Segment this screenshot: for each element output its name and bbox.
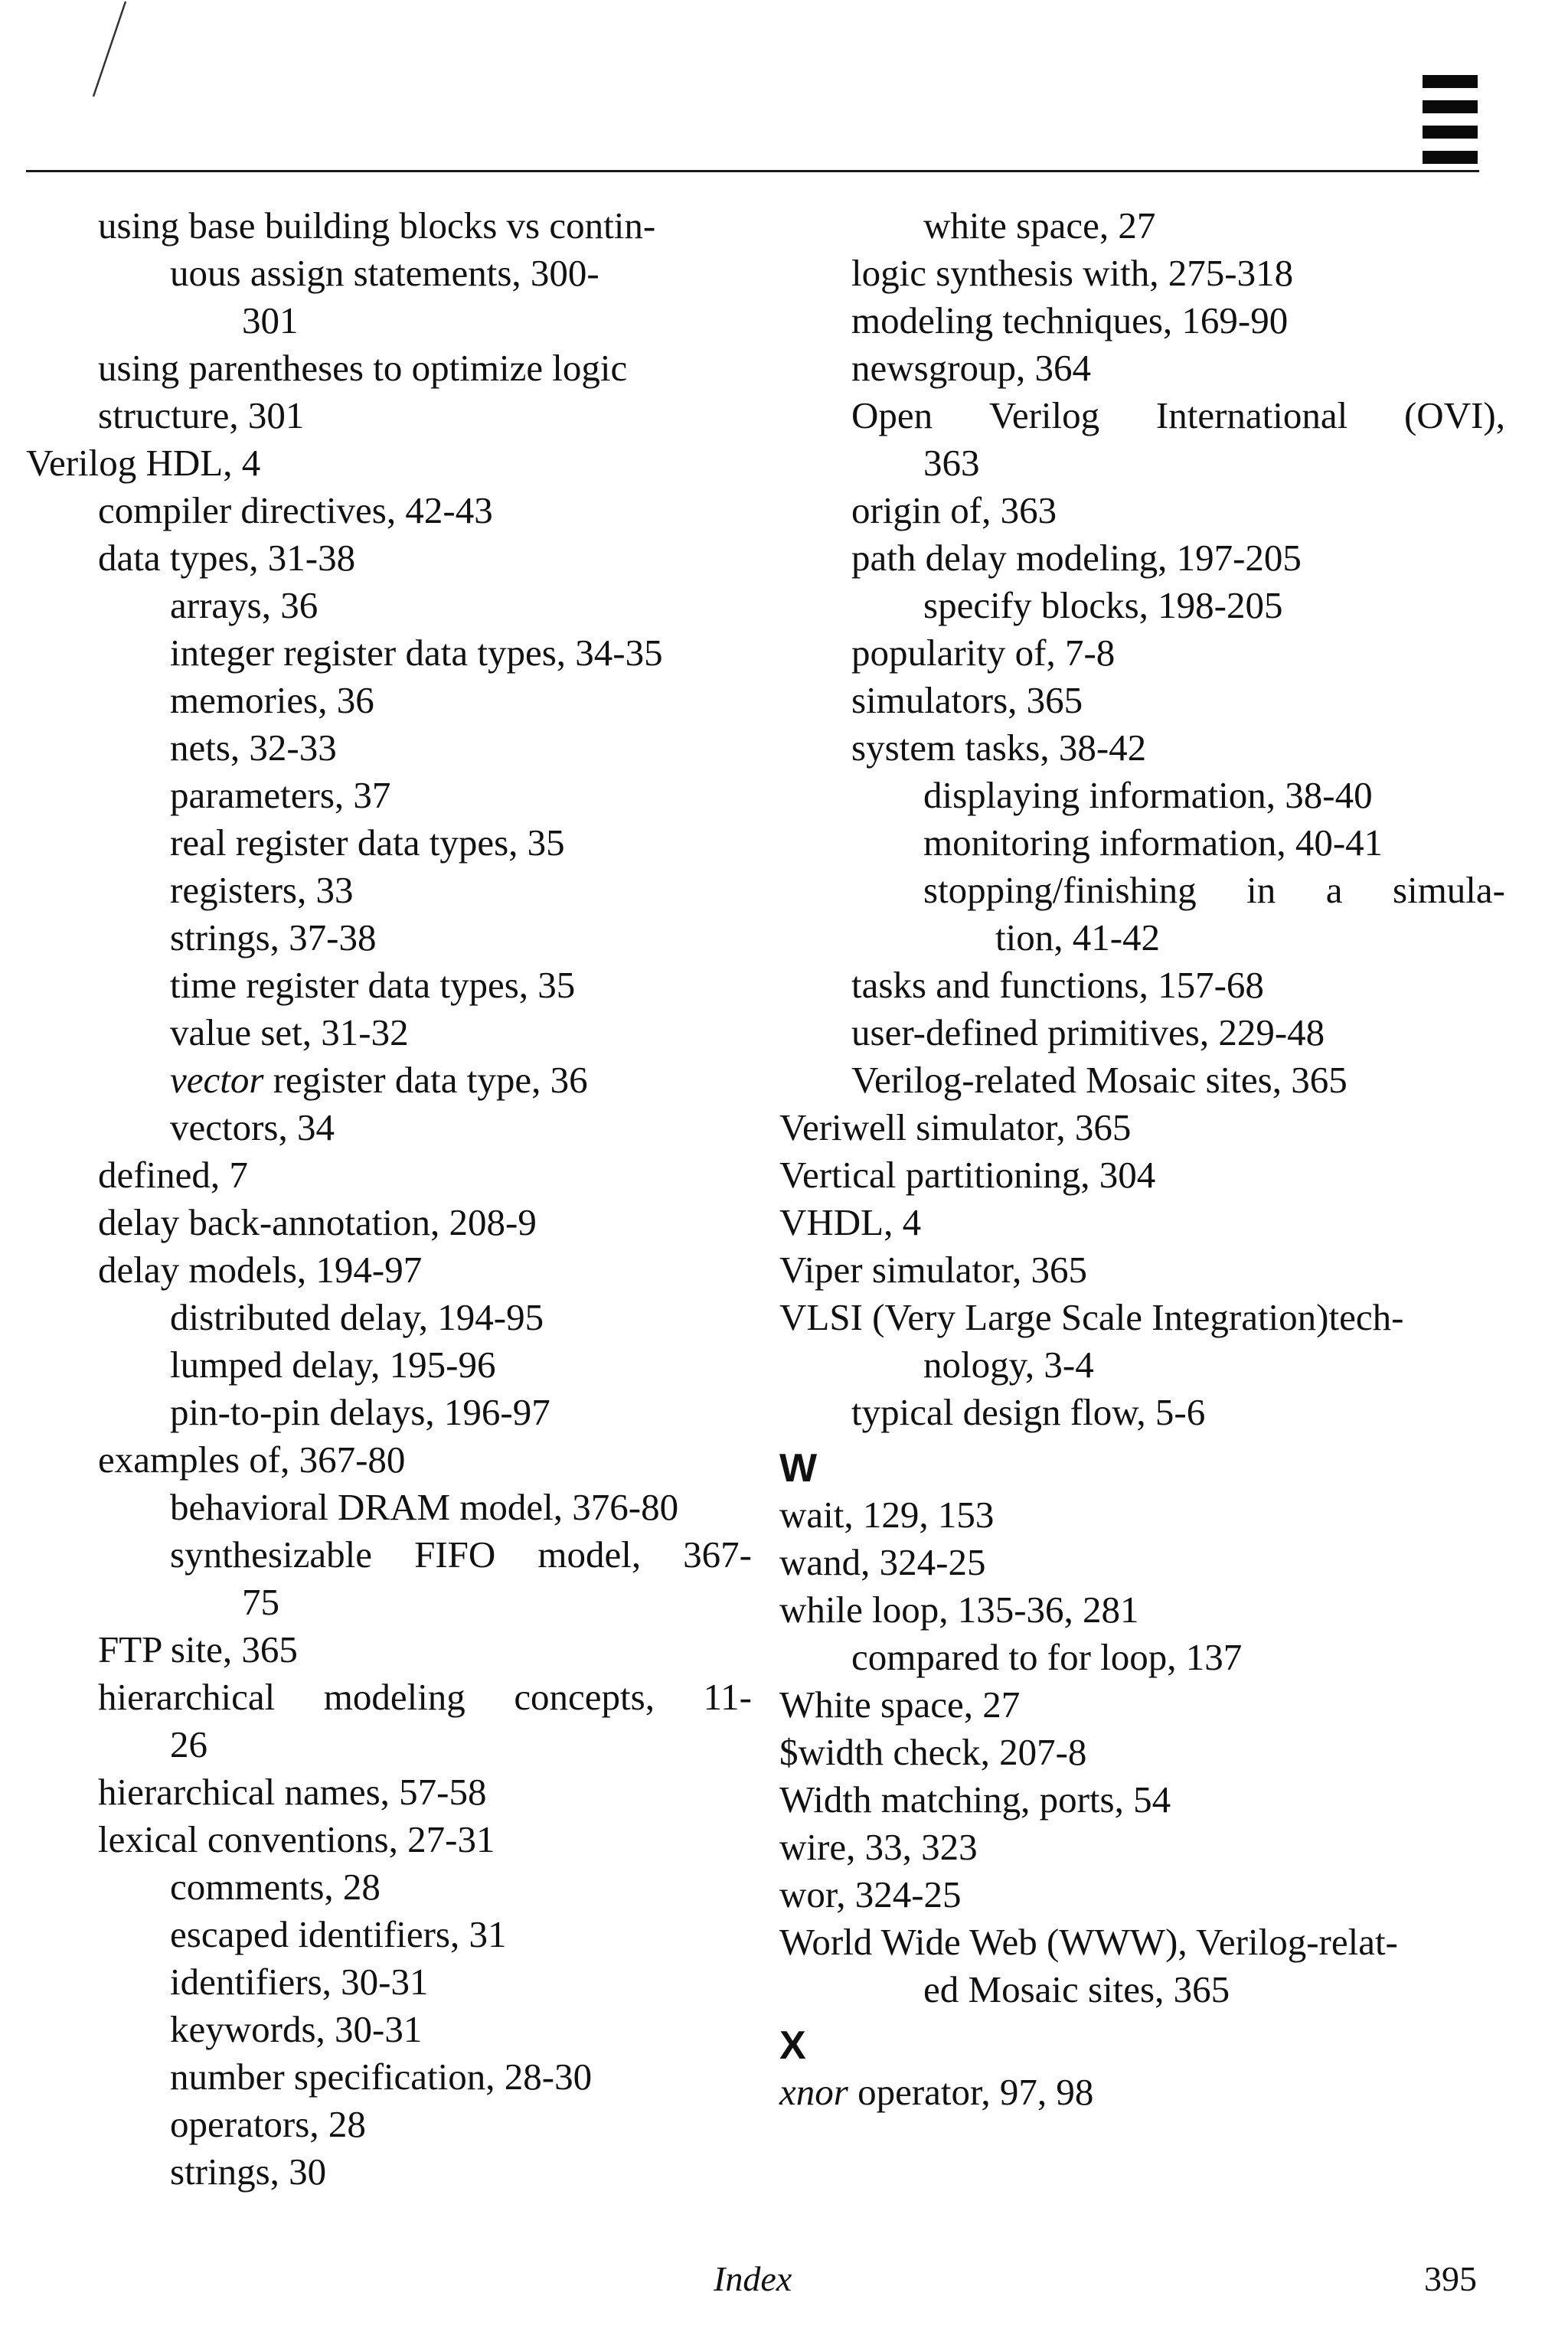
index-entry: origin of, 363 bbox=[851, 489, 1057, 531]
index-entry: Verilog HDL, 4 bbox=[26, 442, 261, 484]
index-entry: VHDL, 4 bbox=[779, 1201, 922, 1243]
index-entry: Width matching, ports, 54 bbox=[779, 1778, 1171, 1821]
index-entry: popularity of, 7-8 bbox=[851, 632, 1116, 674]
index-entry-word: 11- bbox=[703, 1676, 752, 1718]
index-entry-term: vector bbox=[170, 1059, 264, 1101]
index-entry-text: operator, 97, 98 bbox=[858, 2071, 1094, 2113]
index-entry-word: modeling bbox=[323, 1676, 466, 1718]
index-entry: monitoring information, 40-41 bbox=[923, 821, 1383, 864]
index-entry: white space, 27 bbox=[923, 204, 1156, 247]
index-entry: data types, 31-38 bbox=[98, 537, 356, 579]
index-entry-word: Open bbox=[851, 394, 933, 436]
index-entry: wait, 129, 153 bbox=[779, 1494, 995, 1536]
index-entry: strings, 30 bbox=[170, 2150, 327, 2193]
index-entry-text: register data type, 36 bbox=[273, 1059, 588, 1101]
index-entry: memories, 36 bbox=[170, 679, 374, 721]
index-entry: Veriwell simulator, 365 bbox=[779, 1106, 1132, 1148]
index-entry: nets, 32-33 bbox=[170, 727, 337, 769]
index-entry: integer register data types, 34-35 bbox=[170, 632, 663, 674]
index-entry: compared to for loop, 137 bbox=[851, 1636, 1243, 1678]
index-entry: escaped identifiers, 31 bbox=[170, 1913, 507, 1955]
index-entry-word: Verilog bbox=[988, 394, 1100, 436]
index-entry: 301 bbox=[242, 299, 299, 341]
index-entry: World Wide Web (WWW), Verilog-relat- bbox=[779, 1921, 1398, 1963]
index-entry: delay models, 194-97 bbox=[98, 1249, 423, 1291]
index-column-left bbox=[26, 202, 761, 2196]
index-entry: real register data types, 35 bbox=[170, 821, 565, 864]
index-entry-word: 367- bbox=[683, 1533, 752, 1576]
index-letter-heading: X bbox=[779, 2023, 806, 2068]
index-entry: 26 bbox=[170, 1723, 207, 1765]
index-entry: tion, 41-42 bbox=[995, 916, 1161, 958]
index-entry-word: synthesizable bbox=[170, 1533, 372, 1576]
index-column-right bbox=[779, 202, 1505, 2116]
index-entry: FTP site, 365 bbox=[98, 1628, 298, 1670]
index-entry: using base building blocks vs contin- bbox=[98, 204, 656, 247]
index-entry: value set, 31-32 bbox=[170, 1011, 409, 1053]
page-number: 395 bbox=[1424, 2259, 1477, 2298]
index-entry: operators, 28 bbox=[170, 2103, 366, 2145]
index-entry bbox=[26, 1056, 761, 1104]
index-entry bbox=[779, 2069, 1499, 2116]
index-entry: hierarchical names, 57-58 bbox=[98, 1771, 487, 1813]
index-entry: VLSI (Very Large Scale Integration)tech- bbox=[779, 1296, 1404, 1338]
index-entry: wire, 33, 323 bbox=[779, 1826, 978, 1868]
index-entry-justified bbox=[779, 867, 1505, 914]
index-entry: parameters, 37 bbox=[170, 774, 391, 816]
section-thumb-tab bbox=[1423, 75, 1478, 176]
index-entry: Vertical partitioning, 304 bbox=[779, 1154, 1156, 1196]
index-entry: strings, 37-38 bbox=[170, 916, 377, 958]
index-entry: identifiers, 30-31 bbox=[170, 1961, 429, 2003]
index-entry: pin-to-pin delays, 196-97 bbox=[170, 1391, 550, 1433]
index-entry-word: International bbox=[1155, 394, 1348, 436]
index-entry: behavioral DRAM model, 376-80 bbox=[170, 1486, 679, 1528]
index-entry: keywords, 30-31 bbox=[170, 2008, 423, 2050]
index-entry: delay back-annotation, 208-9 bbox=[98, 1201, 537, 1243]
index-entry-justified bbox=[26, 1674, 752, 1721]
index-entry: uous assign statements, 300- bbox=[170, 252, 599, 294]
index-entry: $width check, 207-8 bbox=[779, 1731, 1087, 1773]
index-entry: lumped delay, 195-96 bbox=[170, 1344, 496, 1386]
index-entry-word: concepts, bbox=[514, 1676, 655, 1718]
index-entry: defined, 7 bbox=[98, 1154, 248, 1196]
index-entry: path delay modeling, 197-205 bbox=[851, 537, 1302, 579]
index-entry: number specification, 28-30 bbox=[170, 2056, 593, 2098]
index-entry: displaying information, 38-40 bbox=[923, 774, 1373, 816]
index-entry: vectors, 34 bbox=[170, 1106, 335, 1148]
index-entry-term: xnor bbox=[779, 2071, 848, 2113]
index-entry: wand, 324-25 bbox=[779, 1541, 986, 1583]
index-entry: while loop, 135-36, 281 bbox=[779, 1589, 1139, 1631]
index-entry: user-defined primitives, 229-48 bbox=[851, 1011, 1325, 1053]
index-entry: registers, 33 bbox=[170, 869, 354, 911]
index-entry: logic synthesis with, 275-318 bbox=[851, 252, 1294, 294]
index-entry: White space, 27 bbox=[779, 1683, 1021, 1726]
index-entry: nology, 3-4 bbox=[923, 1344, 1094, 1386]
index-entry: 363 bbox=[923, 442, 980, 484]
index-entry: structure, 301 bbox=[98, 394, 305, 436]
index-entry: Viper simulator, 365 bbox=[779, 1249, 1088, 1291]
index-entry-word: stopping/finishing bbox=[923, 869, 1197, 911]
index-entry: newsgroup, 364 bbox=[851, 347, 1092, 389]
index-entry: time register data types, 35 bbox=[170, 964, 576, 1006]
index-entry: comments, 28 bbox=[170, 1866, 381, 1908]
index-entry: specify blocks, 198-205 bbox=[923, 584, 1283, 626]
index-entry: system tasks, 38-42 bbox=[851, 727, 1147, 769]
index-entry: arrays, 36 bbox=[170, 584, 318, 626]
index-entry-word: in bbox=[1246, 869, 1276, 911]
index-entry: Verilog-related Mosaic sites, 365 bbox=[851, 1059, 1348, 1101]
index-entry-word: a bbox=[1325, 869, 1343, 911]
header-rule bbox=[26, 170, 1479, 172]
index-entry: simulators, 365 bbox=[851, 679, 1083, 721]
index-entry: typical design flow, 5-6 bbox=[851, 1391, 1206, 1433]
index-entry: examples of, 367-80 bbox=[98, 1439, 406, 1481]
index-entry-word: model, bbox=[537, 1533, 642, 1576]
index-entry-justified bbox=[779, 392, 1505, 439]
index-entry-word: hierarchical bbox=[98, 1676, 276, 1718]
index-entry: 75 bbox=[242, 1581, 279, 1623]
index-entry: distributed delay, 194-95 bbox=[170, 1296, 544, 1338]
index-entry: modeling techniques, 169-90 bbox=[851, 299, 1289, 341]
index-entry: tasks and functions, 157-68 bbox=[851, 964, 1264, 1006]
index-entry-word: FIFO bbox=[414, 1533, 496, 1576]
index-entry: using parentheses to optimize logic bbox=[98, 347, 628, 389]
index-entry: ed Mosaic sites, 365 bbox=[923, 1968, 1230, 2010]
index-entry-justified bbox=[26, 1531, 752, 1579]
index-entry-word: (OVI), bbox=[1403, 394, 1505, 436]
index-entry: wor, 324-25 bbox=[779, 1873, 962, 1915]
pen-stroke-mark bbox=[86, 0, 132, 100]
index-entry: lexical conventions, 27-31 bbox=[98, 1818, 495, 1860]
index-entry: compiler directives, 42-43 bbox=[98, 489, 493, 531]
footer-section-label: Index bbox=[714, 2259, 792, 2298]
index-entry-word: simula- bbox=[1393, 869, 1505, 911]
index-letter-heading: W bbox=[779, 1446, 818, 1491]
